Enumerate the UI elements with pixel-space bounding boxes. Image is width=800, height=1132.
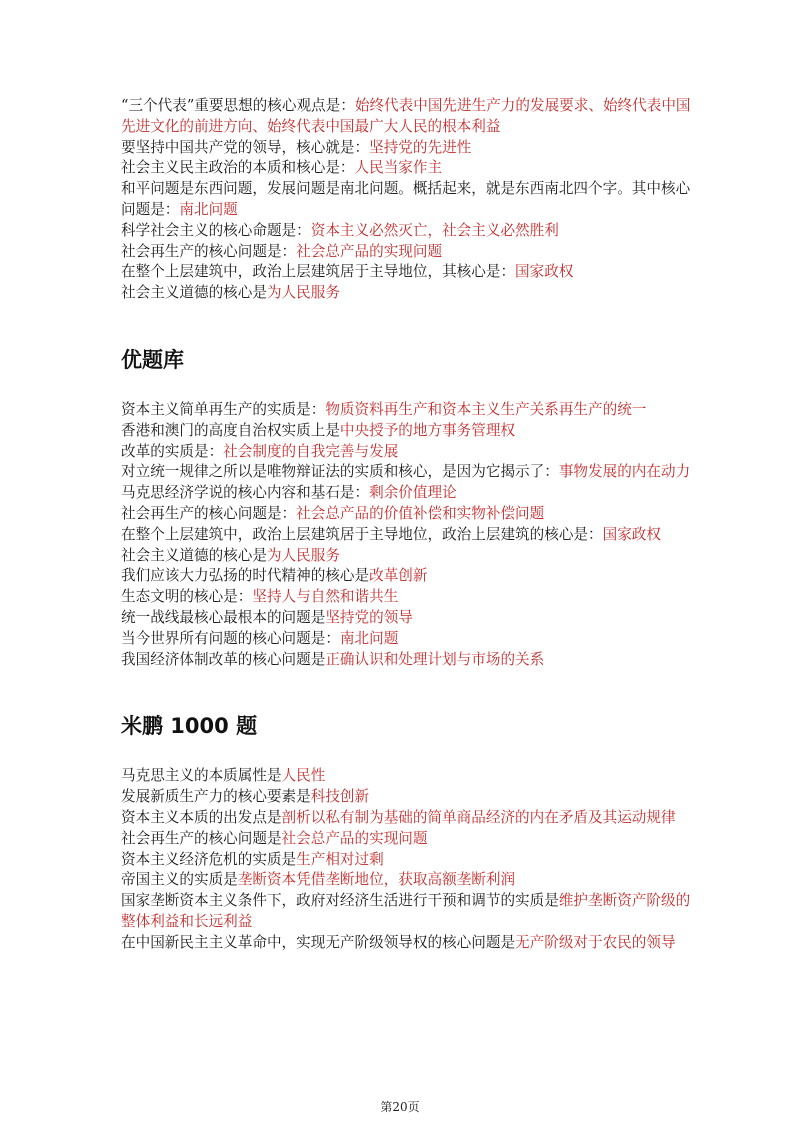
answer-text: 坚持人与自然和谐共生: [252, 588, 399, 606]
qa-line: [121, 96, 691, 138]
qa-line: [121, 221, 691, 242]
question-text: 香港和澳门的高度自治权实质上是: [121, 421, 340, 439]
question-text: 发展新质生产力的核心要素是: [121, 788, 311, 806]
answer-text: 人民性: [281, 767, 326, 785]
question-text: 社会主义道德的核心是: [121, 284, 267, 302]
section-heading: 米鹏 1000 题: [121, 714, 258, 739]
question-text: 科学社会主义的核心命题是：: [121, 221, 311, 239]
qa-line: [121, 808, 691, 829]
answer-text: 剖析以私有制为基础的简单商品经济的内在矛盾及其运动规律: [281, 808, 676, 826]
question-text: 马克思经济学说的核心内容和基石是：: [121, 484, 370, 502]
answer-text: 生产相对过剩: [296, 850, 384, 868]
answer-text: 人民当家作主: [354, 159, 443, 177]
question-text: 资本主义简单再生产的实质是：: [121, 400, 326, 418]
qa-line: [121, 933, 691, 954]
qa-line: [121, 587, 691, 608]
answer-text: 正确认识和处理计划与市场的关系: [325, 650, 545, 668]
question-text: 资本主义经济危机的实质是: [121, 850, 297, 868]
question-text: 资本主义本质的出发点是: [121, 808, 282, 826]
question-text: 在整个上层建筑中，政治上层建筑居于主导地位，其核心是：: [121, 263, 516, 281]
qa-line: [121, 400, 691, 421]
question-text: 当今世界所有问题的核心问题是：: [121, 629, 340, 647]
answer-text: 南北问题: [339, 629, 399, 647]
answer-text: 社会制度的自我完善与发展: [223, 442, 399, 460]
qa-line: [121, 566, 691, 587]
answer-text: 始终代表中国先进生产力的发展要求、始终代表中国先进文化的前进方向、始终代表中国最广大人民的根本利益: [121, 97, 691, 135]
question-text: 对立统一规律之所以是唯物辩证法的实质和核心，是因为它揭示了：: [121, 463, 559, 481]
qa-line: [121, 421, 691, 442]
section-heading: 优题库: [121, 347, 184, 372]
question-text: 帝国主义的实质是: [121, 871, 238, 889]
answer-text: 社会总产品的实现问题: [296, 242, 443, 260]
answer-text: 坚持党的领导: [325, 608, 413, 626]
answer-text: 垄断资本凭借垄断地位，获取高额垄断利润: [237, 871, 516, 889]
section-mipeng-1000: [121, 712, 691, 953]
question-text: 社会再生产的核心问题是：: [121, 242, 297, 260]
answer-text: 剩余价值理论: [369, 484, 457, 502]
qa-line: [121, 629, 691, 650]
question-text: “三个代表”重要思想的核心观点是：: [121, 97, 355, 114]
page-number: 第20页: [380, 1100, 420, 1114]
answer-text: 为人民服务: [266, 284, 340, 302]
qa-line: [121, 766, 691, 787]
question-text: 国家垄断资本主义条件下，政府对经济生活进行干预和调节的实质是: [121, 892, 559, 910]
qa-line: [121, 442, 691, 463]
question-text: 社会再生产的核心问题是：: [121, 504, 297, 522]
question-text: 要坚持中国共产党的领导，核心就是：: [121, 138, 370, 156]
question-text: 社会主义民主政治的本质和核心是：: [121, 159, 355, 177]
answer-text: 国家政权: [602, 525, 661, 543]
answer-text: 无产阶级对于农民的领导: [515, 933, 676, 951]
question-text: 社会主义道德的核心是: [121, 546, 267, 564]
answer-text: 坚持党的先进性: [369, 138, 472, 156]
answer-text: 维护垄断资产阶级的整体利益和长远利益: [121, 892, 691, 930]
answer-text: 事物发展的内在动力: [558, 463, 691, 481]
answer-text: 为人民服务: [266, 546, 340, 564]
question-text: 生态文明的核心是：: [121, 588, 253, 606]
question-text: 在中国新民主主义革命中，实现无产阶级领导权的核心问题是: [121, 933, 516, 951]
section-core-concepts: [121, 96, 691, 304]
question-text: 在整个上层建筑中，政治上层建筑居于主导地位，政治上层建筑的核心是：: [121, 525, 603, 543]
answer-text: 国家政权: [515, 263, 574, 281]
qa-line: [121, 504, 691, 525]
question-text: 和平问题是东西问题，发展问题是南北问题。概括起来，就是东西南北四个字。其中核心问题是：: [121, 180, 691, 218]
answer-text: 资本主义必然灭亡，社会主义必然胜利: [310, 221, 559, 239]
qa-line: [121, 891, 691, 933]
qa-line: [121, 650, 691, 671]
answer-text: 物质资料再生产和资本主义生产关系再生产的统一: [325, 400, 647, 418]
qa-line: [121, 462, 691, 483]
qa-line: [121, 525, 691, 546]
question-text: 社会再生产的核心问题是: [121, 829, 282, 847]
question-text: 马克思主义的本质属性是: [121, 767, 282, 785]
section-youtiku: [121, 346, 691, 670]
qa-line: [121, 787, 691, 808]
answer-text: 南北问题: [179, 200, 238, 218]
page-content: [121, 96, 691, 954]
qa-line: [121, 546, 691, 567]
answer-text: 社会总产品的价值补偿和实物补偿问题: [296, 504, 545, 522]
answer-text: 社会总产品的实现问题: [281, 829, 428, 847]
qa-line: [121, 283, 691, 304]
qa-line: [121, 158, 691, 179]
qa-line: [121, 850, 691, 871]
qa-line: [121, 483, 691, 504]
answer-text: 中央授予的地方事务管理权: [339, 421, 516, 439]
qa-line: [121, 829, 691, 850]
answer-text: 改革创新: [369, 567, 428, 585]
qa-line: [121, 242, 691, 263]
question-text: 我们应该大力弘扬的时代精神的核心是: [121, 567, 370, 585]
qa-line: [121, 870, 691, 891]
qa-line: [121, 179, 691, 221]
answer-text: 科技创新: [310, 788, 370, 806]
question-text: 统一战线最核心最根本的问题是: [121, 608, 326, 626]
question-text: 我国经济体制改革的核心问题是: [121, 650, 326, 668]
question-text: 改革的实质是：: [121, 442, 224, 460]
qa-line: [121, 262, 691, 283]
qa-line: [121, 138, 691, 159]
qa-line: [121, 608, 691, 629]
